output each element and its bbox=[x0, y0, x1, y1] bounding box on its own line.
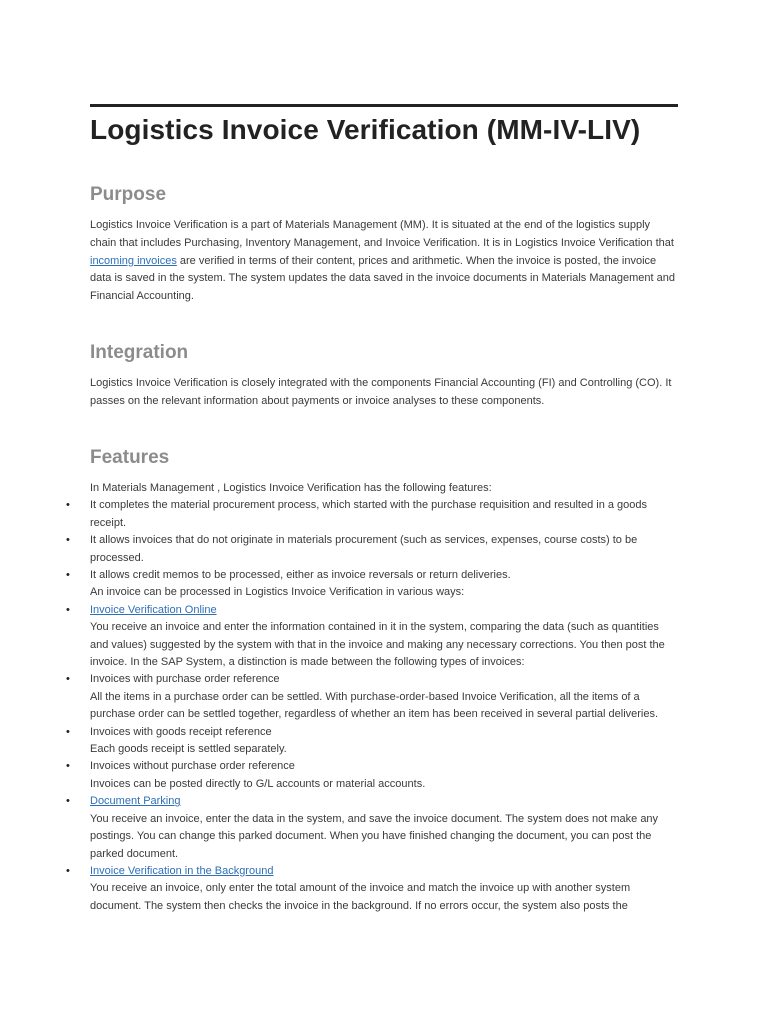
integration-paragraph: Logistics Invoice Verification is closely integrated with the components Financial Accounting (FI) and Controlling (CO). It passes on the relevant information about payments or invoice analyses to these components. bbox=[90, 376, 672, 407]
purpose-paragraph bbox=[90, 217, 678, 306]
list-item-background bbox=[90, 863, 678, 880]
features-section bbox=[90, 446, 678, 916]
invoice-type-description: All the items in a purchase order can be settled. With purchase-order-based Invoice Verification, all the items of a purchase order can be settled together, regardless of whether an item has been received in several partial deliveries. bbox=[90, 690, 659, 721]
purpose-section bbox=[90, 183, 678, 306]
invoice-types-list-3 bbox=[90, 758, 678, 775]
feature-list bbox=[90, 497, 678, 584]
page-title: Logistics Invoice Verification (MM-IV-LIV) bbox=[90, 114, 641, 145]
background-description: You receive an invoice, only enter the total amount of the invoice and match the invoice up with another system document. The system then checks the invoice in the background. If no errors occur, the system also posts the bbox=[90, 882, 631, 912]
list-item: • Invoices with purchase order reference bbox=[90, 671, 678, 688]
invoice-verification-online-link[interactable]: Invoice Verification Online bbox=[90, 603, 217, 616]
online-description: You receive an invoice and enter the information contained in it in the system, comparing the data (such as quantities and values) suggested by the system with that in the invoice and making any necessary corrections. You then post the invoice. In the SAP System, a distinction is made between the following types of invoices: bbox=[90, 621, 665, 669]
list-item: • It allows credit memos to be processed, either as invoice reversals or return deliveries. bbox=[90, 567, 678, 584]
parking-description: You receive an invoice, enter the data in the system, and save the invoice document. The system does not make any postings. You can change this parked document. When you have finished changing the document, you can post the parked document. bbox=[90, 812, 659, 860]
incoming-invoices-link[interactable]: incoming invoices bbox=[90, 254, 177, 267]
invoice-types-list-2 bbox=[90, 724, 678, 741]
invoice-types-list-1 bbox=[90, 671, 678, 688]
features-heading: Features bbox=[90, 446, 170, 468]
purpose-text-2: are verified in terms of their content, prices and arithmetic. When the invoice is posted, the invoice data is saved in the system. The system updates the data saved in the invoice documents in Materials Management and Financial Accounting. bbox=[90, 254, 675, 303]
processing-ways-list bbox=[90, 602, 678, 619]
ways-intro: An invoice can be processed in Logistics Invoice Verification in various ways: bbox=[90, 586, 465, 599]
integration-heading: Integration bbox=[90, 341, 189, 363]
parking-list bbox=[90, 793, 678, 810]
list-item: • It allows invoices that do not originate in materials procurement (such as services, expenses, course costs) to be processed. bbox=[90, 532, 678, 567]
document-parking-link[interactable]: Document Parking bbox=[90, 795, 181, 808]
invoice-verification-background-link[interactable]: Invoice Verification in the Background bbox=[90, 864, 274, 877]
background-list bbox=[90, 863, 678, 880]
purpose-heading: Purpose bbox=[90, 184, 167, 205]
list-item-online bbox=[90, 602, 678, 619]
integration-section bbox=[90, 341, 678, 411]
list-item: • Invoices without purchase order reference bbox=[90, 758, 678, 775]
list-item: • It completes the material procurement process, which started with the purchase requisition and resulted in a goods receipt. bbox=[90, 497, 678, 532]
title-rule bbox=[90, 104, 678, 107]
invoice-type-description: Invoices can be posted directly to G/L accounts or material accounts. bbox=[90, 777, 426, 790]
list-item: • Invoices with goods receipt reference bbox=[90, 724, 678, 741]
purpose-text-1: Logistics Invoice Verification is a part of Materials Management (MM). It is situated at the end of the logistics supply chain that includes Purchasing, Inventory Management, and Invoice Verification. It is in Logistics Invoice Verification that bbox=[90, 219, 674, 249]
document-page bbox=[90, 104, 678, 915]
list-item-parking bbox=[90, 793, 678, 810]
features-intro: In Materials Management , Logistics Invoice Verification has the following features: bbox=[90, 481, 492, 494]
invoice-type-description: Each goods receipt is settled separately. bbox=[90, 743, 287, 756]
